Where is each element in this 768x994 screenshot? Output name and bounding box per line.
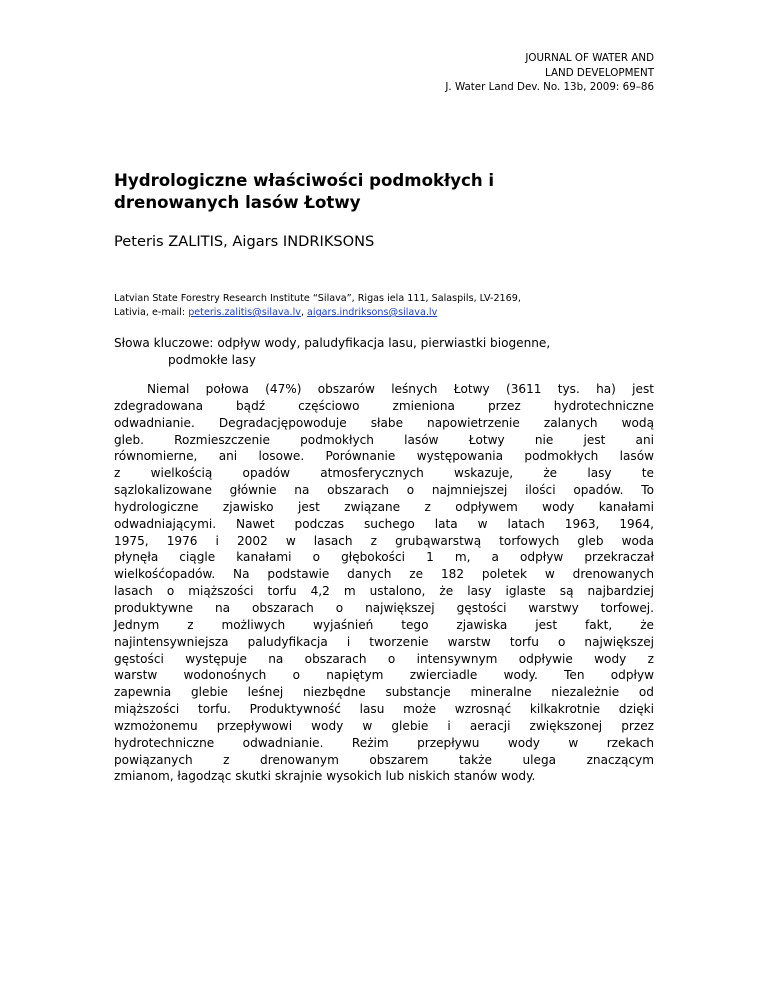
abstract-line: warstw wodonośnych o napiętym zwierciadle wody. Ten odpływ xyxy=(114,668,654,683)
abstract-line: hydrologiczne zjawisko jest związane z odpływem wody kanałami xyxy=(114,499,654,514)
abstract-line: hydrotechniczne odwadnianie. Reżim przepływu wody w rzekach xyxy=(114,735,654,750)
journal-name-line2: LAND DEVELOPMENT xyxy=(545,66,654,79)
email-link-zalitis[interactable]: peteris.zalitis@silava.lv xyxy=(188,307,301,318)
abstract-line: miąższości torfu. Produktywność lasu może wzrosnąć kilkakrotnie dzięki xyxy=(114,702,654,717)
abstract xyxy=(114,381,654,785)
abstract-line: lasach o miąższości torfu 4,2 m ustalono, że lasy iglaste są najbardziej xyxy=(114,584,654,599)
article-title xyxy=(114,170,634,214)
abstract-line: wzmożonemu przepływowi wody w glebie i aeracji zwiększonej przez xyxy=(114,718,654,733)
abstract-line: wielkośćopadów. Na podstawie danych ze 182 poletek w drenowanych xyxy=(114,567,654,582)
affiliation-line1: Latvian State Forestry Research Institute “Silava”, Rigas iela 111, Salaspils, LV-2169, xyxy=(114,293,521,304)
journal-citation: J. Water Land Dev. No. 13b, 2009: 69–86 xyxy=(445,81,654,93)
keywords xyxy=(114,335,659,369)
abstract-line: zdegradowana bądź częściowo zmieniona przez hydrotechniczne xyxy=(114,398,654,413)
abstract-line: zmianom, łagodząc skutki skrajnie wysokich lub niskich stanów wody. xyxy=(114,769,536,784)
keywords-line1: Słowa kluczowe: odpływ wody, paludyfikacja lasu, pierwiastki biogenne, xyxy=(114,336,551,350)
abstract-line: produktywne na obszarach o największej gęstości warstwy torfowej. xyxy=(114,600,654,615)
abstract-line: Jednym z możliwych wyjaśnień tego zjawiska jest fakt, że xyxy=(114,617,654,632)
affiliation xyxy=(114,292,659,320)
abstract-line: powiązanych z drenowanym obszarem także ulega znaczącym xyxy=(114,752,654,767)
abstract-line: odwadnianie. Degradacjępowoduje słabe napowietrzenie zalanych wodą xyxy=(114,415,654,430)
abstract-line: 1975, 1976 i 2002 w lasach z grubąwarstwą torfowych gleb woda xyxy=(114,533,654,548)
abstract-line: najintensywniejsza paludyfikacja i tworzenie warstw torfu o największej xyxy=(114,634,654,649)
authors: Peteris ZALITIS, Aigars INDRIKSONS xyxy=(114,233,375,250)
abstract-line: zapewnia glebie leśnej niezbędne substancje mineralne niezależnie od xyxy=(114,685,654,700)
abstract-line: Niemal połowa (47%) obszarów leśnych Łotwy (3611 tys. ha) jest xyxy=(147,382,654,396)
email-link-indriksons[interactable]: aigars.indriksons@silava.lv xyxy=(307,307,438,318)
affiliation-prefix: Lativia, e-mail: xyxy=(114,307,189,318)
journal-header xyxy=(445,51,654,95)
journal-name-line1: JOURNAL OF WATER AND xyxy=(525,52,654,64)
abstract-line: płynęła ciągle kanałami o głębokości 1 m, a odpływ przekraczał xyxy=(114,550,654,565)
title-line1: Hydrologiczne właściwości podmokłych i xyxy=(114,171,495,190)
abstract-line: gleb. Rozmieszczenie podmokłych lasów Łotwy nie jest ani xyxy=(114,432,654,447)
title-line2: drenowanych lasów Łotwy xyxy=(114,193,361,212)
abstract-line: odwadniającymi. Nawet podczas suchego lata w latach 1963, 1964, xyxy=(114,516,654,531)
abstract-line: równomierne, ani losowe. Porównanie występowania podmokłych lasów xyxy=(114,449,654,464)
abstract-line: z wielkością opadów atmosferycznych wskazuje, że lasy te xyxy=(114,466,654,481)
abstract-line: sązlokalizowane głównie na obszarach o najmniejszej ilości opadów. To xyxy=(114,483,654,498)
abstract-line: gęstości występuje na obszarach o intensywnym odpływie wody z xyxy=(114,651,654,666)
keywords-line2: podmokłe lasy xyxy=(168,352,256,367)
email-separator: , xyxy=(300,307,308,318)
